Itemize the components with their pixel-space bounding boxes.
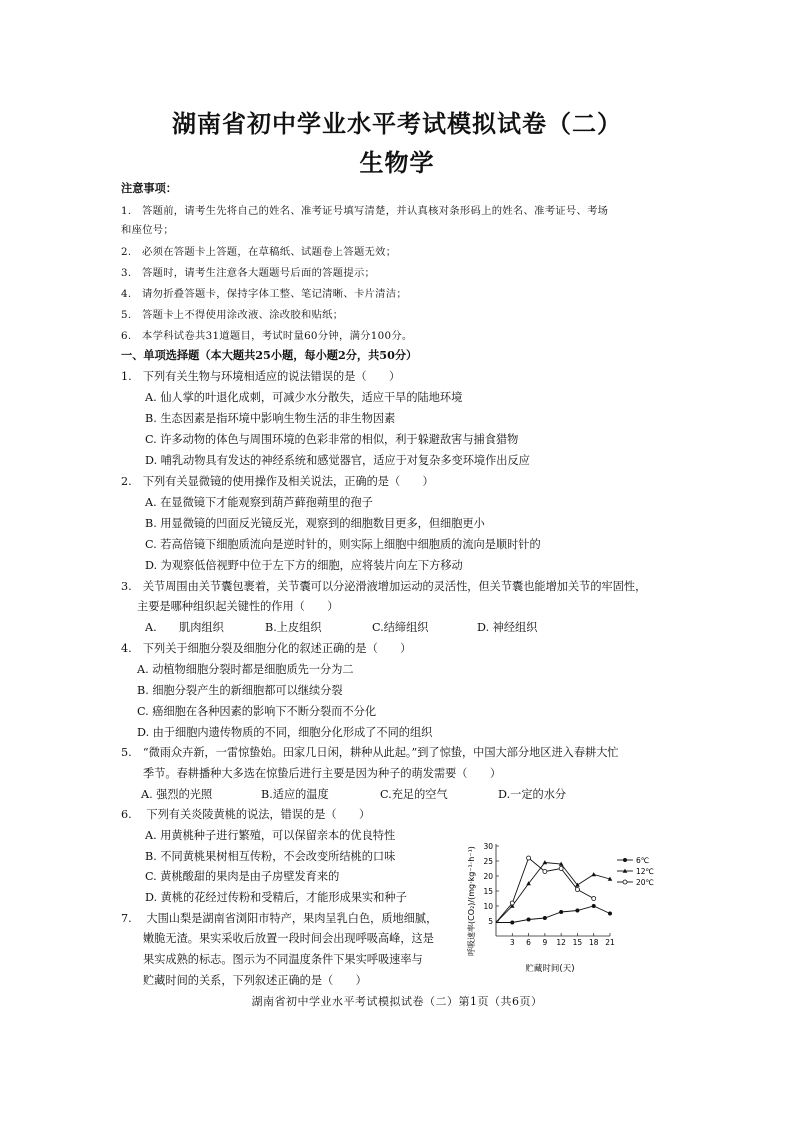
- subject-title: 生物学: [359, 148, 435, 177]
- q3-option-d: D. 神经组织: [477, 621, 538, 634]
- q6-option-b: B. 不同黄桃果树相互传粉，不会改变所结桃的口味: [145, 850, 396, 863]
- section-heading: 一、单项选择题（本大题共25小题，每小题2分，共50分）: [121, 348, 418, 362]
- notice-item-1-cont: 和座位号；: [121, 224, 174, 236]
- chart-x-tick-label: 12: [556, 938, 566, 947]
- chart-x-tick-label: 15: [572, 938, 583, 947]
- chart-point: [543, 916, 547, 920]
- chart-point: [510, 901, 514, 905]
- q3-option-c: C.结缔组织: [372, 621, 429, 634]
- chart-x-axis-label: 贮藏时间(天): [525, 964, 575, 974]
- notice-item-5: 5. 答题卡上不得使用涂改液、涂改胶和贴纸；: [121, 309, 344, 321]
- q5-option-d: D.一定的水分: [498, 788, 567, 801]
- notice-item-3: 3. 答题时，请考生注意各大题题号后面的答题提示；: [121, 267, 376, 279]
- q7-stem-line-4: 贮藏时间的关系，下列叙述正确的是（ ）: [143, 974, 367, 987]
- q3-option-b: B.上皮组织: [265, 621, 322, 634]
- chart-y-tick-label: 25: [483, 857, 493, 866]
- q4-option-b: B. 细胞分裂产生的新细胞都可以继续分裂: [137, 684, 343, 697]
- q3-stem-cont: 主要是哪种组织起关键性的作用（ ）: [137, 600, 339, 613]
- q4-option-a: A. 动植物细胞分裂时都是细胞质先一分为二: [137, 663, 354, 676]
- page-title: 湖南省初中学业水平考试模拟试卷（二）: [172, 109, 622, 138]
- q6-option-c: C. 黄桃酸甜的果肉是由子房壁发育来的: [145, 870, 340, 883]
- chart-y-tick-label: 5: [488, 917, 493, 926]
- q2-option-c: C. 若高倍镜下细胞质流向是逆时针的，则实际上细胞中细胞质的流向是顺时针的: [145, 538, 541, 551]
- chart-y-axis-label: 呼吸速率(CO₂)/(mg·kg⁻¹·h⁻¹): [467, 846, 476, 956]
- q1-option-d: D. 哺乳动物具有发达的神经系统和感觉器官，适应于对复杂多变环境作出反应: [145, 454, 530, 467]
- chart-y-tick-label: 15: [483, 887, 493, 896]
- chart-x-tick-label: 21: [605, 938, 615, 947]
- chart-point: [608, 912, 612, 916]
- q5-option-a: A. 强烈的光照: [141, 788, 213, 801]
- q7-stem-line-1: 7. 大围山梨是湖南省浏阳市特产，果肉呈乳白色，质地细腻，: [121, 912, 438, 925]
- chart-legend-label: 12℃: [636, 867, 654, 876]
- q1-option-a: A. 仙人掌的叶退化成刺，可减少水分散失，适应干旱的陆地环境: [145, 391, 463, 404]
- q6-option-d: D. 黄桃的花经过传粉和受精后，才能形成果实和种子: [145, 891, 407, 904]
- q2-option-a: A. 在显微镜下才能观察到葫芦藓孢蒴里的孢子: [145, 496, 373, 509]
- chart-point: [575, 888, 579, 892]
- q5-option-b: B.适应的温度: [261, 788, 329, 801]
- chart-y-tick-label: 10: [483, 902, 493, 911]
- chart-point: [559, 910, 563, 914]
- chart-legend-label: 6℃: [636, 856, 650, 865]
- q2-option-b: B. 用显微镜的凹面反光镜反光，观察到的细胞数目更多，但细胞更小: [145, 517, 485, 530]
- q4-stem: 4. 下列关于细胞分裂及细胞分化的叙述正确的是（ ）: [121, 642, 412, 655]
- chart-y-tick-label: 30: [483, 842, 493, 851]
- chart-point: [592, 897, 596, 901]
- q4-option-c: C. 癌细胞在各种因素的影响下不断分裂而不分化: [137, 705, 377, 718]
- chart-point: [543, 860, 548, 864]
- chart-x-tick-label: 18: [588, 938, 599, 947]
- chart-x-tick-label: 3: [509, 938, 515, 947]
- page-footer: 湖南省初中学业水平考试模拟试卷（二）第1页（共6页）: [251, 995, 543, 1008]
- chart-point: [510, 921, 514, 925]
- q7-stem-line-3: 果实成熟的标志。图示为不同温度条件下果实呼吸速率与: [143, 953, 423, 966]
- q3-stem: 3. 关节周围由关节囊包裹着，关节囊可以分泌滑液增加运动的灵活性，但关节囊也能增加关节的牢固性，: [121, 580, 647, 593]
- chart-series-line: [496, 906, 610, 923]
- q7-stem-line-2: 嫩脆无渣。果实采收后放置一段时间会出现呼吸高峰，这是: [143, 932, 434, 945]
- notice-item-4: 4. 请勿折叠答题卡，保持字体工整、笔记清晰、卡片清洁；: [121, 288, 407, 300]
- q6-stem: 6. 下列有关炎陵黄桃的说法，错误的是（ ）: [121, 808, 371, 821]
- chart-point: [623, 880, 627, 884]
- q2-option-d: D. 为观察低倍视野中位于左下方的细胞，应将装片向左下方移动: [145, 559, 463, 572]
- q2-stem: 2. 下列有关显微镜的使用操作及相关说法，正确的是（ ）: [121, 475, 434, 488]
- chart-point: [559, 867, 563, 871]
- notice-item-6: 6. 本学科试卷共31道题目，考试时量60分钟，满分100分。: [121, 330, 413, 342]
- chart-x-tick-label: 9: [542, 938, 548, 947]
- chart-point: [592, 904, 596, 908]
- q4-option-d: D. 由于细胞内遗传物质的不同，细胞分化形成了不同的组织: [137, 726, 433, 739]
- chart-point: [527, 856, 531, 860]
- q1-stem: 1. 下列有关生物与环境相适应的说法错误的是（ ）: [121, 370, 401, 383]
- notice-item-1: 1. 答题前，请考生先将自己的姓名、准考证号填写清楚，并认真核对条形码上的姓名、准考证号、考场: [121, 205, 609, 217]
- respiration-rate-chart: [462, 838, 672, 978]
- chart-legend-label: 20℃: [636, 878, 654, 887]
- notice-item-2: 2. 必须在答题卡上答题，在草稿纸、试题卷上答题无效；: [121, 246, 397, 258]
- chart-y-tick-label: 20: [483, 872, 493, 881]
- notice-heading: 注意事项：: [121, 181, 177, 195]
- q5-stem-cont: 季节。春耕播种大多选在惊蛰后进行主要是因为种子的萌发需要（ ）: [143, 767, 502, 780]
- q3-option-a: A. 肌肉组织: [145, 621, 224, 634]
- q6-option-a: A. 用黄桃种子进行繁殖，可以保留亲本的优良特性: [145, 829, 396, 842]
- q1-option-b: B. 生态因素是指环境中影响生物生活的非生物因素: [145, 412, 396, 425]
- chart-point: [591, 872, 596, 876]
- chart-point: [527, 918, 531, 922]
- q5-option-c: C.充足的空气: [380, 788, 448, 801]
- q5-stem: 5. “微雨众卉新，一雷惊蛰始。田家几日闲，耕种从此起。”到了惊蛰，中国大部分地区进入春耕大忙: [121, 746, 619, 759]
- chart-point: [575, 909, 579, 913]
- chart-point: [543, 870, 547, 874]
- chart-series-line: [496, 863, 610, 923]
- chart-point: [623, 858, 627, 862]
- q1-option-c: C. 许多动物的体色与周围环境的色彩非常的相似，利于躲避敌害与捕食猎物: [145, 433, 519, 446]
- chart-x-tick-label: 6: [526, 938, 531, 947]
